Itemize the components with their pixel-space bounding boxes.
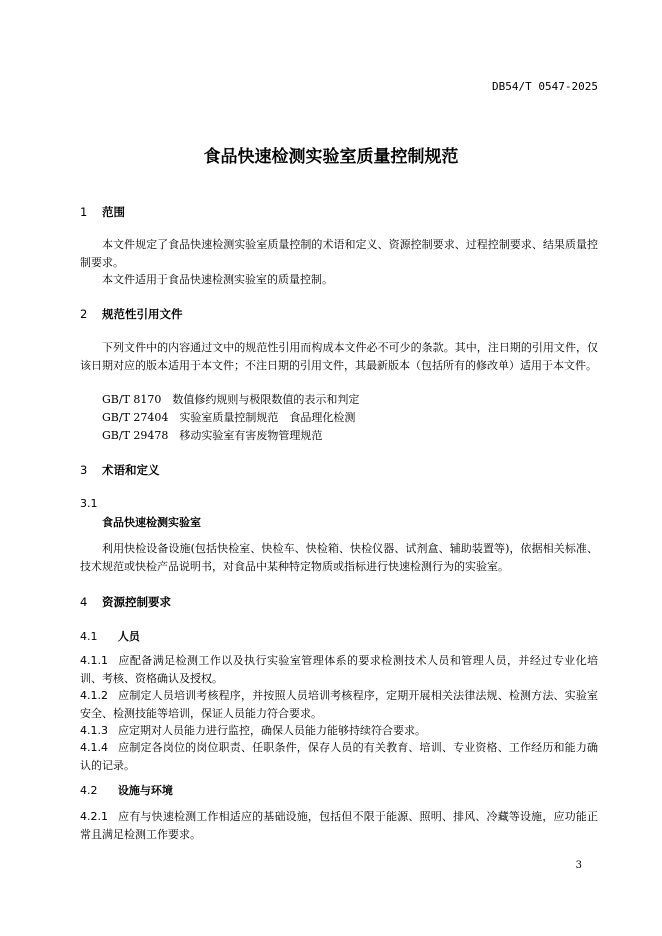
subsection-number: 4.2 xyxy=(80,784,98,797)
clause-number: 4.1.4 xyxy=(80,741,108,754)
clause-4-1-2 xyxy=(80,687,598,722)
subsection-4-2-heading xyxy=(80,782,173,798)
scope-paragraph-2: 本文件适用于食品快速检测实验室的质量控制。 xyxy=(102,273,333,286)
section-number: 4 xyxy=(80,595,88,609)
subsection-number: 4.1 xyxy=(80,630,98,643)
scope-paragraph-1: 本文件规定了食品快速检测实验室质量控制的术语和定义、资源控制要求、过程控制要求、结果质量控制要求。 xyxy=(80,238,598,269)
section-2-heading xyxy=(80,306,183,322)
subsection-4-1-heading xyxy=(80,628,140,644)
section-4-heading xyxy=(80,594,171,610)
clause-4-1-3 xyxy=(80,722,598,740)
document-title: 食品快速检测实验室质量控制规范 xyxy=(203,147,459,167)
section-title: 资源控制要求 xyxy=(102,595,172,609)
section-title: 范围 xyxy=(102,205,126,219)
term-name: 食品快速检测实验室 xyxy=(102,516,201,529)
section-title: 术语和定义 xyxy=(102,463,160,477)
document-code: DB54/T 0547-2025 xyxy=(492,80,598,93)
reference-item: GB/T 8170 数值修约规则与极限数值的表示和判定 xyxy=(102,393,360,406)
clause-number: 4.1.1 xyxy=(80,654,108,667)
clause-number: 4.2.1 xyxy=(80,810,108,823)
page-number: 3 xyxy=(575,860,582,871)
reference-item: GB/T 29478 移动实验室有害废物管理规范 xyxy=(102,429,323,442)
subsection-title: 人员 xyxy=(117,630,140,643)
clause-4-1-4 xyxy=(80,739,598,774)
subsection-title: 设施与环境 xyxy=(117,784,173,797)
clause-text: 应定期对人员能力进行监控，确保人员能力能够持续符合要求。 xyxy=(118,724,426,737)
clause-text: 应配备满足检测工作以及执行实验室管理体系的要求检测技术人员和管理人员，并经过专业化培训、考核、资格确认及授权。 xyxy=(80,654,598,685)
clause-number: 4.1.2 xyxy=(80,689,108,702)
reference-item: GB/T 27404 实验室质量控制规范 食品理化检测 xyxy=(102,411,356,424)
section-title: 规范性引用文件 xyxy=(102,307,183,321)
clause-4-2-1 xyxy=(80,808,598,843)
clause-number: 4.1.3 xyxy=(80,724,108,737)
normative-references-intro: 下列文件中的内容通过文中的规范性引用而构成本文件必不可少的条款。其中，注日期的引用文件，仅该日期对应的版本适用于本文件；不注日期的引用文件，其最新版本（包括所有的修改单）适用于本文件。 xyxy=(80,341,598,372)
section-3-heading xyxy=(80,462,160,478)
clause-text: 应制定各岗位的岗位职责、任职条件，保存人员的有关教育、培训、专业资格、工作经历和能力确认的记录。 xyxy=(80,741,598,772)
clause-4-1-1 xyxy=(80,652,598,687)
term-number: 3.1 xyxy=(80,497,98,510)
clause-text: 应制定人员培训考核程序，并按照人员培训考核程序，定期开展相关法律法规、检测方法、实验室安全、检测技能等培训，保证人员能力符合要求。 xyxy=(80,689,598,720)
section-number: 2 xyxy=(80,307,88,321)
section-number: 3 xyxy=(80,463,88,477)
section-number: 1 xyxy=(80,205,88,219)
section-1-heading xyxy=(80,204,125,220)
term-definition: 利用快检设备设施(包括快检室、快检车、快检箱、快检仪器、试剂盒、辅助装置等)，依据相关标准、技术规范或快检产品说明书，对食品中某种特定物质或指标进行快速检测行为的实验室。 xyxy=(80,542,598,573)
clause-text: 应有与快速检测工作相适应的基础设施，包括但不限于能源、照明、排风、冷藏等设施，应功能正常且满足检测工作要求。 xyxy=(80,810,598,841)
